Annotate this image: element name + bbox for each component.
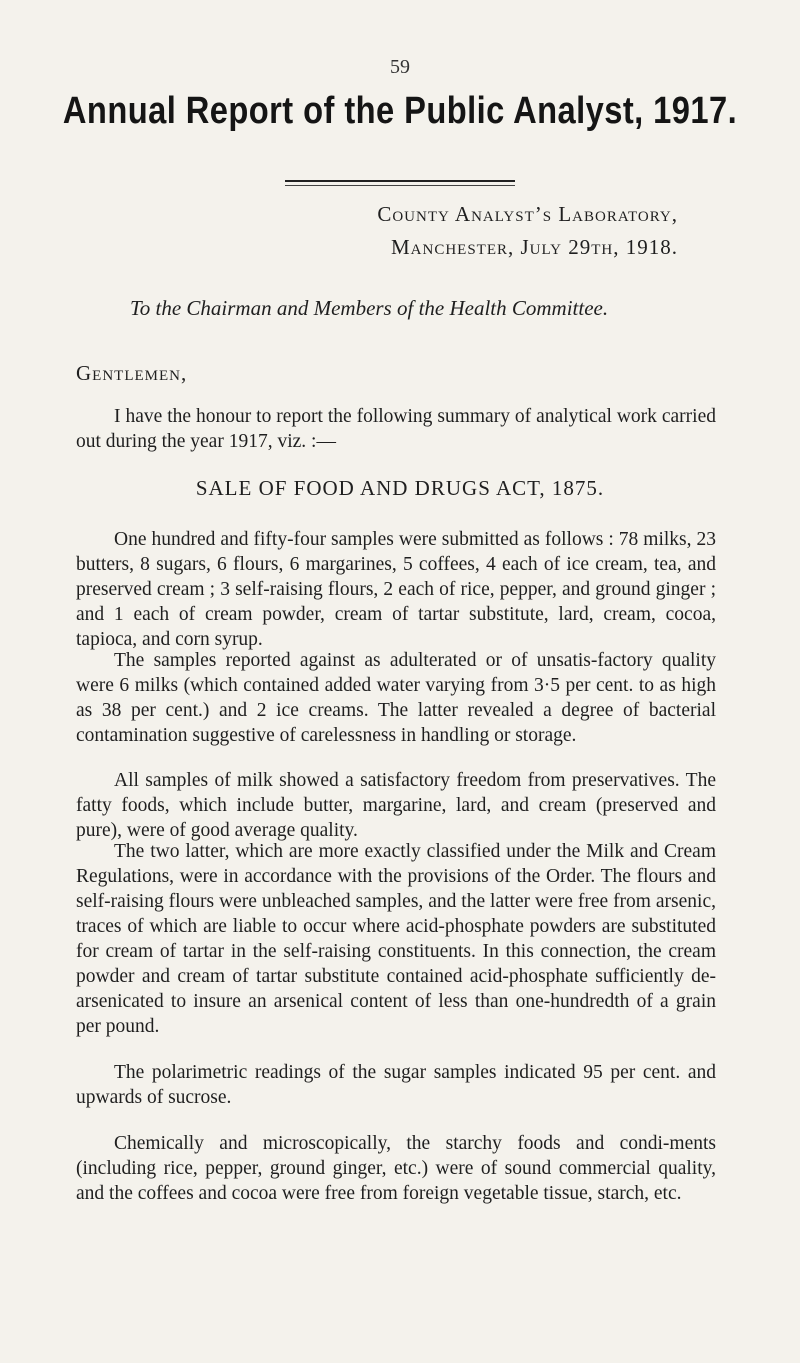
addressee: To the Chairman and Members of the Health Committee.: [130, 296, 609, 320]
paragraph-regulations: The two latter, which are more exactly classified under the Milk and Cream Regulations, were in accordance with the provisions of the Order. The flours and self-raising flours were unbleached samples, and the latter were free from arsenic, traces of which are liable to occur where acid-phosphate powders are substituted for cream of tartar in the self-raising constituents. In this connection, the cream powder and cream of tartar substitute contained acid-phosphate sufficiently de-arsenicated to insure an arsenical content of less than one-hundredth of a grain per pound.: [76, 841, 716, 1037]
page-number: 59: [390, 56, 410, 78]
paragraph-polarimetric: The polarimetric readings of the sugar samples indicated 95 per cent. and upwards of sucrose.: [76, 1062, 716, 1108]
intro-paragraph: I have the honour to report the following summary of analytical work carried out during the year 1917, viz. :—: [76, 406, 716, 452]
title-rule: [285, 180, 515, 186]
salutation: Gentlemen,: [76, 361, 188, 385]
address-line-1: County Analyst’s Laboratory,: [377, 202, 678, 226]
address-line-2: Manchester, July 29th, 1918.: [390, 235, 678, 259]
paragraph-adulterated: The samples reported against as adulterated or of unsatis-factory quality were 6 milks (which contained added water varying from 3·5 per cent. to as high as 38 per cent.) and 2 ice creams. The latter revealed a degree of bacterial contamination suggestive of carelessness in handling or storage.: [76, 650, 716, 746]
paragraph-starchy-foods: Chemically and microscopically, the starchy foods and condi-ments (including rice, pepper, ground ginger, etc.) were of sound commercial quality, and the coffees and cocoa were free from foreign vegetable tissue, starch, etc.: [76, 1133, 716, 1204]
paragraph-milk-preservatives: All samples of milk showed a satisfactory freedom from preservatives. The fatty foods, which include butter, margarine, lard, and cream (preserved and pure), were of good average quality.: [76, 770, 716, 841]
paragraph-samples: One hundred and fifty-four samples were submitted as follows : 78 milks, 23 butters, 8 sugars, 6 flours, 6 margarines, 5 coffees, 4 each of ice cream, tea, and preserved cream ; 3 self-raising flours, 2 each of rice, pepper, and ground ginger ; and 1 each of cream powder, cream of tartar substitute, lard, cream, cocoa, tapioca, and corn syrup.: [76, 529, 716, 650]
section-heading: SALE OF FOOD AND DRUGS ACT, 1875.: [195, 476, 605, 500]
report-title: Annual Report of the Public Analyst, 1917.: [62, 90, 738, 132]
